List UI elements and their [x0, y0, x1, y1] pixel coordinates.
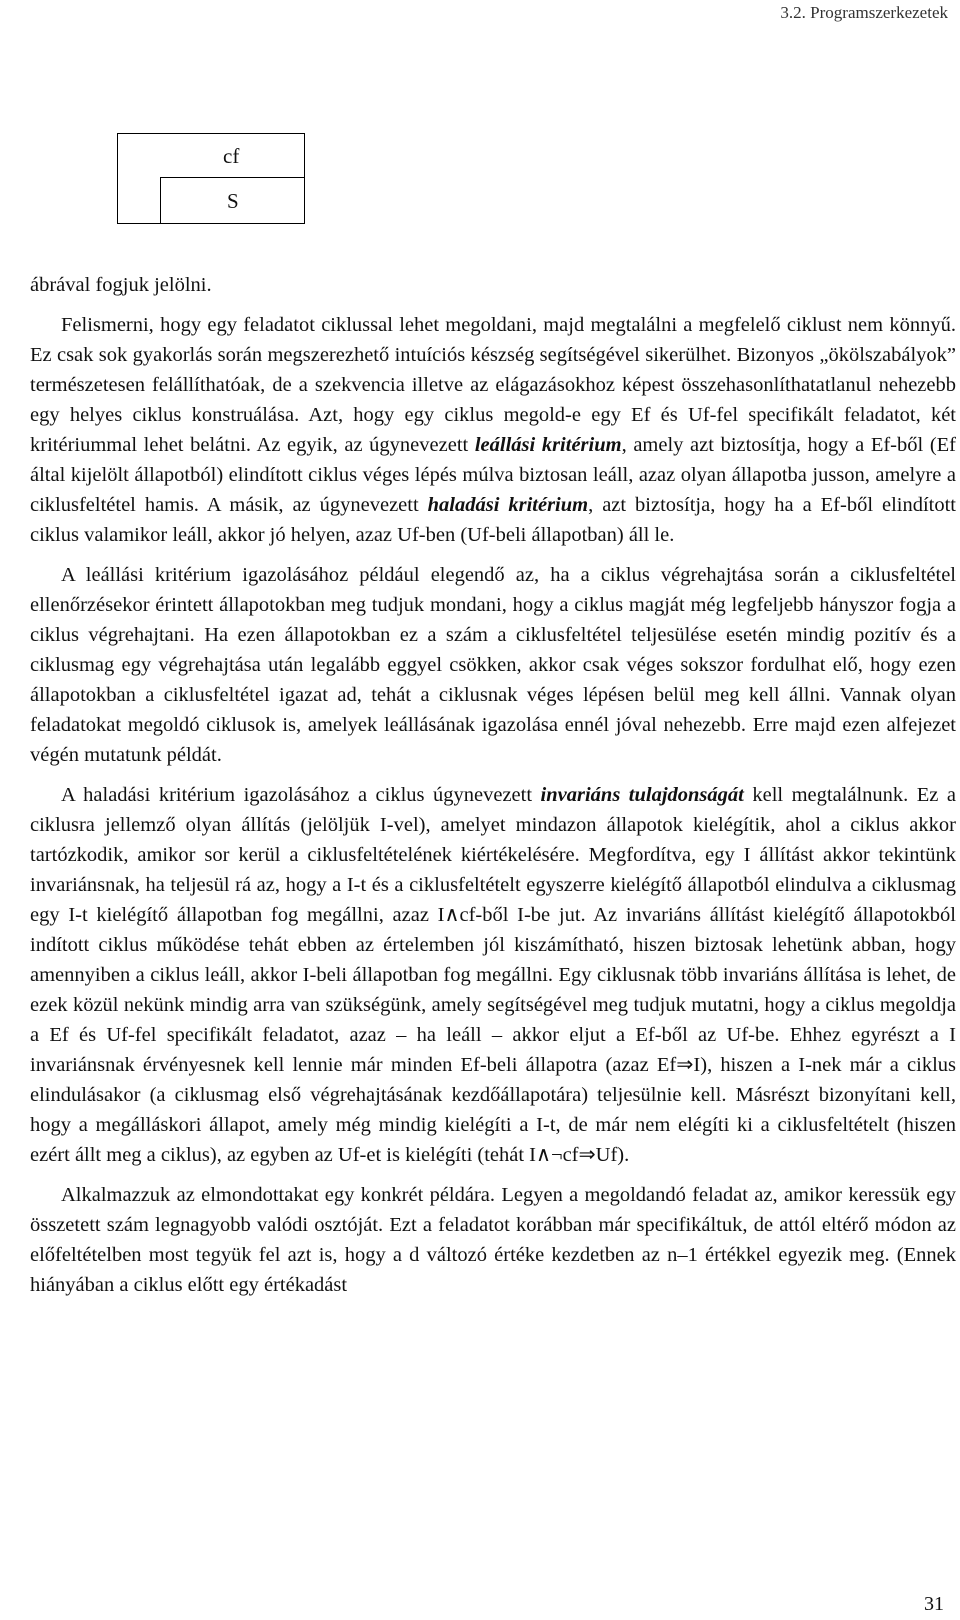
- emphasized-term: leállási kritérium: [474, 434, 622, 456]
- paragraph: A leállási kritérium igazolásához például elegendő az, ha a ciklus végrehajtása során a ciklusfeltétel ellenőrzésekor érintett állapotokban meg tudjuk mondani, hogy a ciklus magját még legfeljebb hányszor fogja a ciklus végrehajtani. Ha ezen állapotokban ez a szám a ciklusfeltétel teljesülése esetén mindig pozitív és a ciklusmag egy végrehajtása után legalább eggyel csökken, akkor csak véges sokszor fordulhat elő, hogy ezen állapotokban a ciklusfeltétel igazat ad, tehát a ciklusnak véges lépésen belül meg kell állni. Vannak olyan feladatokat megoldó ciklusok is, amelyek leállásának igazolása ennél jóval nehezebb. Erre majd ezen alfejezet végén mutatunk példát.: [30, 564, 956, 766]
- emphasized-term: haladási kritérium: [427, 494, 589, 516]
- paragraph: Felismerni, hogy egy feladatot ciklussal lehet megoldani, majd megtalálni a megfelelő ciklust nem könnyű. Ez csak sok gyakorlás során megszerezhető intuíciós készség segítségével sikerülhet. Bizonyos „ökölszabályok” természetesen felállíthatóak, de a szekvencia illetve az elágazásokhoz képest összehasonlíthatatlanul nehezebb egy helyes ciklus konstruálása. Azt, hogy egy ciklus megold-e egy Ef és Uf-fel specifikált feladatot, két kritériummal lehet belátni. Az egyik, az úgynevezett leállási kritérium, amely azt biztosítja, hogy a Ef-ből (Ef által kijelölt állapotból) elindított ciklus véges lépés múlva biztosan leáll, azaz olyan állapotba jusson, amelyre a ciklusfeltétel hamis. A másik, az úgynevezett haladási kritérium, azt biztosítja, hogy ha a Ef-ből elindított ciklus valamikor leáll, akkor jó helyen, azaz Uf-ben (Uf-beli állapotban) áll le.: [30, 314, 956, 546]
- paragraph: Alkalmazzuk az elmondottakat egy konkrét példára. Legyen a megoldandó feladat az, amikor keressük egy összetett szám legnagyobb valódi osztóját. Ezt a feladatot korábban már specifikáltuk, de attól eltérő módon az előfeltételben most tegyük fel azt is, hogy a d változó értéke kezdetben az n–1 értékkel egyezik meg. (Ennek hiányában a ciklus előtt egy értékadást: [30, 1184, 956, 1296]
- paragraph: A haladási kritérium igazolásához a ciklus úgynevezett invariáns tulajdonságát kell megtalálnunk. Ez a ciklusra jellemző olyan állítás (jelöljük I-vel), amelyet mindazon állapotok kielégítik, ahol a ciklus akkor tartózkodik, amikor sor kerül a ciklusfeltételének kiértékelésére. Megfordítva, egy I állítást akkor tekintünk invariánsnak, ha teljesül rá az, hogy a I-t és a ciklusfeltételt egyszerre kielégítő állapotból elindulva a ciklusmag egy I-t kielégítő állapotban fog megállni, azaz I∧cf-ből I-be jut. Az invariáns állítást kielégítő állapotokból indított ciklus működése tehát ebben az értelemben jól kiszámítható, hiszen biztosak lehetünk abban, hogy amennyiben a ciklus leáll, akkor I-beli állapotban fog megállni. Egy ciklusnak több invariáns állítása is lehet, de ezek közül nekünk mindig arra van szükségünk, amely segítségével meg tudjuk mutatni, hogy a ciklus megoldja a Ef és Uf-fel specifikált feladatot, azaz – ha leáll – akkor eljut a Ef-ből az Uf-be. Ehhez egyrészt a I invariánsnak érvényesnek kell lennie már minden Ef-beli állapotra (azaz Ef⇒I), hiszen a I-nek már a ciklus elindulásakor (a ciklusmag első végrehajtásának kezdőállapotára) teljesülnie kell. Másrészt bizonyítani kell, hogy a megálláskori állapot, amely még mindig kielégíti a I-t, de már nem elégíti ki a ciklusfeltételt (hiszen ezért állt meg a ciklus), az egyben az Uf-et is kielégíti (tehát I∧¬cf⇒Uf).: [30, 784, 956, 1166]
- loop-body-label: S: [227, 189, 239, 213]
- running-header: 3.2. Programszerkezetek: [780, 3, 948, 22]
- page-number: 31: [924, 1593, 944, 1615]
- loop-condition-label: cf: [223, 144, 240, 168]
- emphasized-term: invariáns tulajdonságát: [540, 784, 744, 806]
- main-text: [30, 270, 956, 1300]
- loop-structogram: [117, 133, 305, 224]
- paragraph: ábrával fogjuk jelölni.: [30, 274, 212, 296]
